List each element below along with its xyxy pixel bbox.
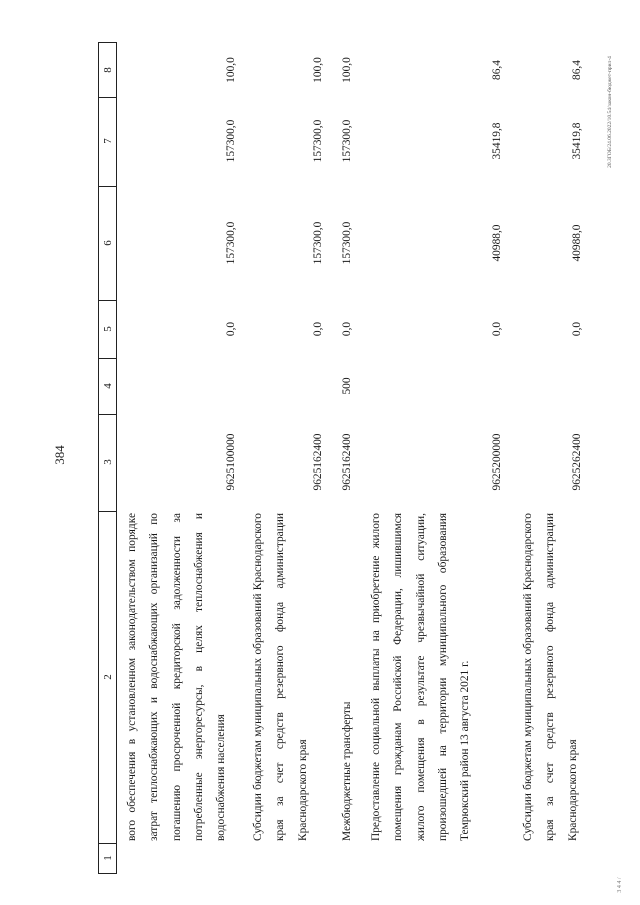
row-3-col8: 100,0 [341, 57, 353, 83]
row-1-col8: 100,0 [225, 57, 237, 83]
row-5-col5: 0,0 [571, 321, 583, 337]
footer-note: 20.3ГОБ/24.06.2022/10.54/закон-бюджет-прил-4 [607, 56, 613, 168]
row-5-col8: 86,4 [571, 60, 583, 80]
header-sep-7 [98, 97, 116, 98]
row-2-col7: 157300,0 [312, 119, 324, 163]
header-col-4: 4 [102, 383, 114, 389]
row-5-col6: 40988,0 [571, 224, 583, 262]
page-number: 384 [52, 445, 67, 465]
header-col-2: 2 [102, 674, 114, 680]
row-3-col6: 157300,0 [341, 221, 353, 265]
row-1-col5: 0,0 [225, 321, 237, 337]
row-4-col6: 40988,0 [491, 224, 503, 262]
row-2-col6: 157300,0 [312, 221, 324, 265]
header-col-5: 5 [102, 326, 114, 332]
header-col-3: 3 [102, 459, 114, 465]
corner-mark: 3 4 4 / [617, 877, 623, 893]
table-bottom-border [98, 873, 116, 874]
row-5-col7: 35419,8 [571, 122, 583, 160]
row-3-description: Межбюджетные трансферты [341, 701, 353, 841]
row-3-col7: 157300,0 [341, 119, 353, 163]
row-4-code: 9625200000 [491, 433, 503, 491]
header-col-8: 8 [102, 67, 114, 73]
row-4-description: Предоставление социальной выплаты на приобретение жилого помещения гражданам Российской Федерации, лишившимся жилого помещения в результате чрезвычайной ситуации, произошедшей на территории муниципального образования Темрюкский район 13 августа 2021 г. [370, 513, 472, 841]
row-1-col7: 157300,0 [225, 119, 237, 163]
row-4-col5: 0,0 [491, 321, 503, 337]
table-vertical-header-border [116, 42, 117, 874]
row-2-col8: 100,0 [312, 57, 324, 83]
row-2-code: 9625162400 [312, 433, 324, 491]
header-sep-1 [98, 843, 116, 844]
row-3-vr: 500 [341, 377, 353, 395]
header-sep-4 [98, 358, 116, 359]
header-sep-2 [98, 511, 116, 512]
row-5-description: Субсидии бюджетам муниципальных образований Краснодарского края за счет средств резервного фонда администрации Краснодарского края [522, 513, 579, 841]
row-3-col5: 0,0 [341, 321, 353, 337]
header-sep-5 [98, 300, 116, 301]
header-sep-6 [98, 186, 116, 187]
row-1-code: 9625100000 [225, 433, 237, 491]
header-col-6: 6 [102, 240, 114, 246]
row-2-col5: 0,0 [312, 321, 324, 337]
table-top-border [98, 42, 116, 43]
table-vertical-left-border [98, 42, 99, 874]
row-5-code: 9625262400 [571, 433, 583, 491]
header-col-1: 1 [102, 855, 114, 861]
header-col-7: 7 [102, 138, 114, 144]
row-3-code: 9625162400 [341, 433, 353, 491]
row-2-description: Субсидии бюджетам муниципальных образований Краснодарского края за счет средств резервного фонда администрации Краснодарского края [252, 513, 309, 841]
row-1-description: вого обеспечения в установленном законодательством порядке затрат теплоснабжающих и водоснабжающих организаций по погашению просроченной кредиторской задолженности за потребленные энергоресурсы, в целях теплоснабжения и водоснабжения населения [126, 513, 228, 841]
header-sep-3 [98, 414, 116, 415]
row-4-col8: 86,4 [491, 60, 503, 80]
row-4-col7: 35419,8 [491, 122, 503, 160]
row-1-col6: 157300,0 [225, 221, 237, 265]
